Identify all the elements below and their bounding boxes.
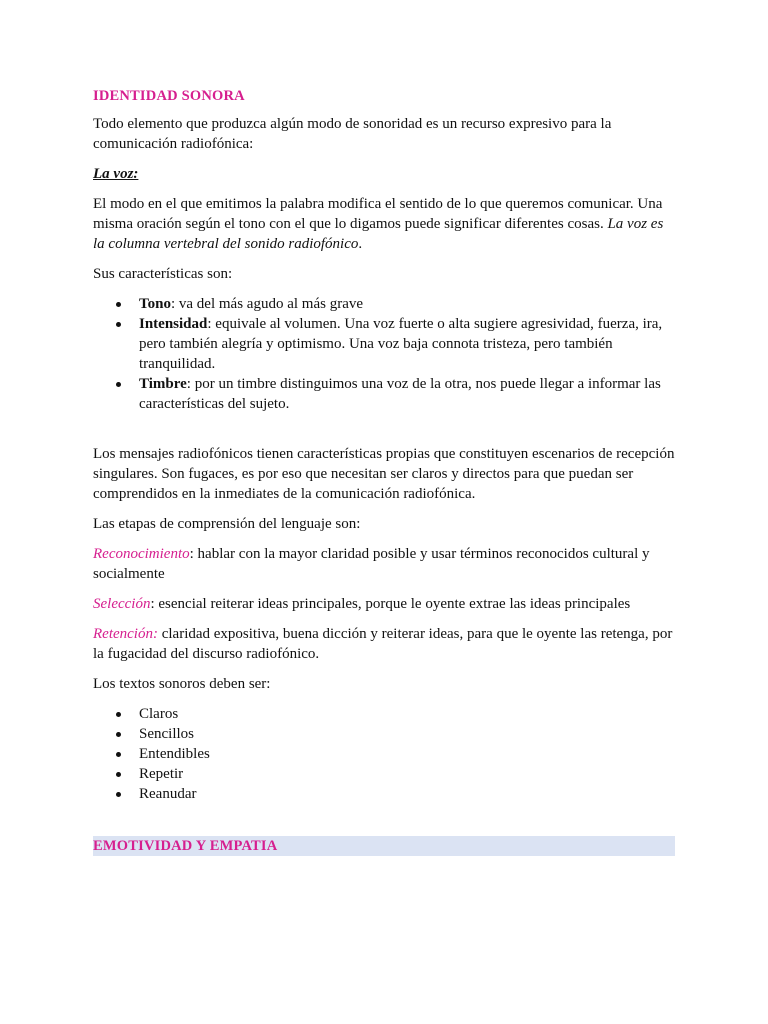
section-heading-identidad-sonora: IDENTIDAD SONORA bbox=[93, 88, 245, 104]
stage-term: Reconocimiento bbox=[93, 546, 190, 562]
stage-term: Selección bbox=[93, 596, 151, 612]
text-qualities-list bbox=[93, 704, 675, 804]
intro-paragraph: Todo elemento que produzca algún modo de sonoridad es un recurso expresivo para la comunicación radiofónica: bbox=[93, 116, 612, 152]
voice-paragraph bbox=[93, 194, 675, 254]
voice-paragraph-italic: La voz es la columna vertebral del sonido radiofónico bbox=[93, 216, 664, 252]
stage-desc: : hablar con la mayor claridad posible y usar términos reconocidos cultural y socialmente bbox=[93, 546, 650, 582]
messages-paragraph: Los mensajes radiofónicos tienen características propias que constituyen escenarios de recepción singulares. Son fugaces, es por eso que necesitan ser claros y directos para que puedan ser comprendidos en la inmediates de la comunicación radiofónica. bbox=[93, 446, 675, 502]
stage-desc: claridad expositiva, buena dicción y reiterar ideas, para que le oyente las retenga, por la fugacidad del discurso radiofónico. bbox=[93, 626, 673, 662]
stage-retencion bbox=[93, 624, 675, 664]
list-item-desc: : va del más agudo al más grave bbox=[170, 296, 364, 312]
list-item-term: Timbre bbox=[139, 376, 187, 392]
list-item-term: Intensidad bbox=[139, 316, 208, 332]
list-item: Repetir bbox=[93, 764, 675, 784]
list-item: Claros bbox=[93, 704, 675, 724]
stage-desc: : esencial reiterar ideas principales, porque le oyente extrae las ideas principales bbox=[150, 596, 631, 612]
characteristics-list bbox=[93, 294, 675, 414]
voice-paragraph-end: . bbox=[358, 236, 363, 252]
document-body bbox=[93, 86, 675, 856]
list-item-intensidad bbox=[93, 314, 675, 374]
list-item: Sencillos bbox=[93, 724, 675, 744]
list-item-desc: : por un timbre distinguimos una voz de la otra, nos puede llegar a informar las características del sujeto. bbox=[139, 376, 661, 412]
characteristics-intro: Sus características son: bbox=[93, 266, 233, 282]
stage-seleccion bbox=[93, 594, 675, 614]
stage-reconocimiento bbox=[93, 544, 675, 584]
spacer bbox=[93, 814, 675, 836]
spacer bbox=[93, 424, 675, 444]
stage-term: Retención: bbox=[93, 626, 158, 642]
list-item-tono bbox=[93, 294, 675, 314]
voice-subheading-line bbox=[93, 164, 675, 184]
list-item: Reanudar bbox=[93, 784, 675, 804]
section-heading-emotividad-empatia: EMOTIVIDAD Y EMPATIA bbox=[93, 836, 675, 856]
texts-intro: Los textos sonoros deben ser: bbox=[93, 676, 271, 692]
voice-paragraph-text: El modo en el que emitimos la palabra modifica el sentido de lo que queremos comunicar. Una misma oración según el tono con el que lo digamos puede significar diferentes cosas. bbox=[93, 196, 663, 232]
list-item: Entendibles bbox=[93, 744, 675, 764]
stages-intro: Las etapas de comprensión del lenguaje son: bbox=[93, 516, 361, 532]
list-item-timbre bbox=[93, 374, 675, 414]
voice-subheading: La voz: bbox=[93, 166, 139, 182]
list-item-desc: : equivale al volumen. Una voz fuerte o alta sugiere agresividad, fuerza, ira, pero también alegría y optimismo. Una voz baja connota tristeza, pero también tranquilidad. bbox=[139, 316, 663, 372]
list-item-term: Tono bbox=[139, 296, 171, 312]
